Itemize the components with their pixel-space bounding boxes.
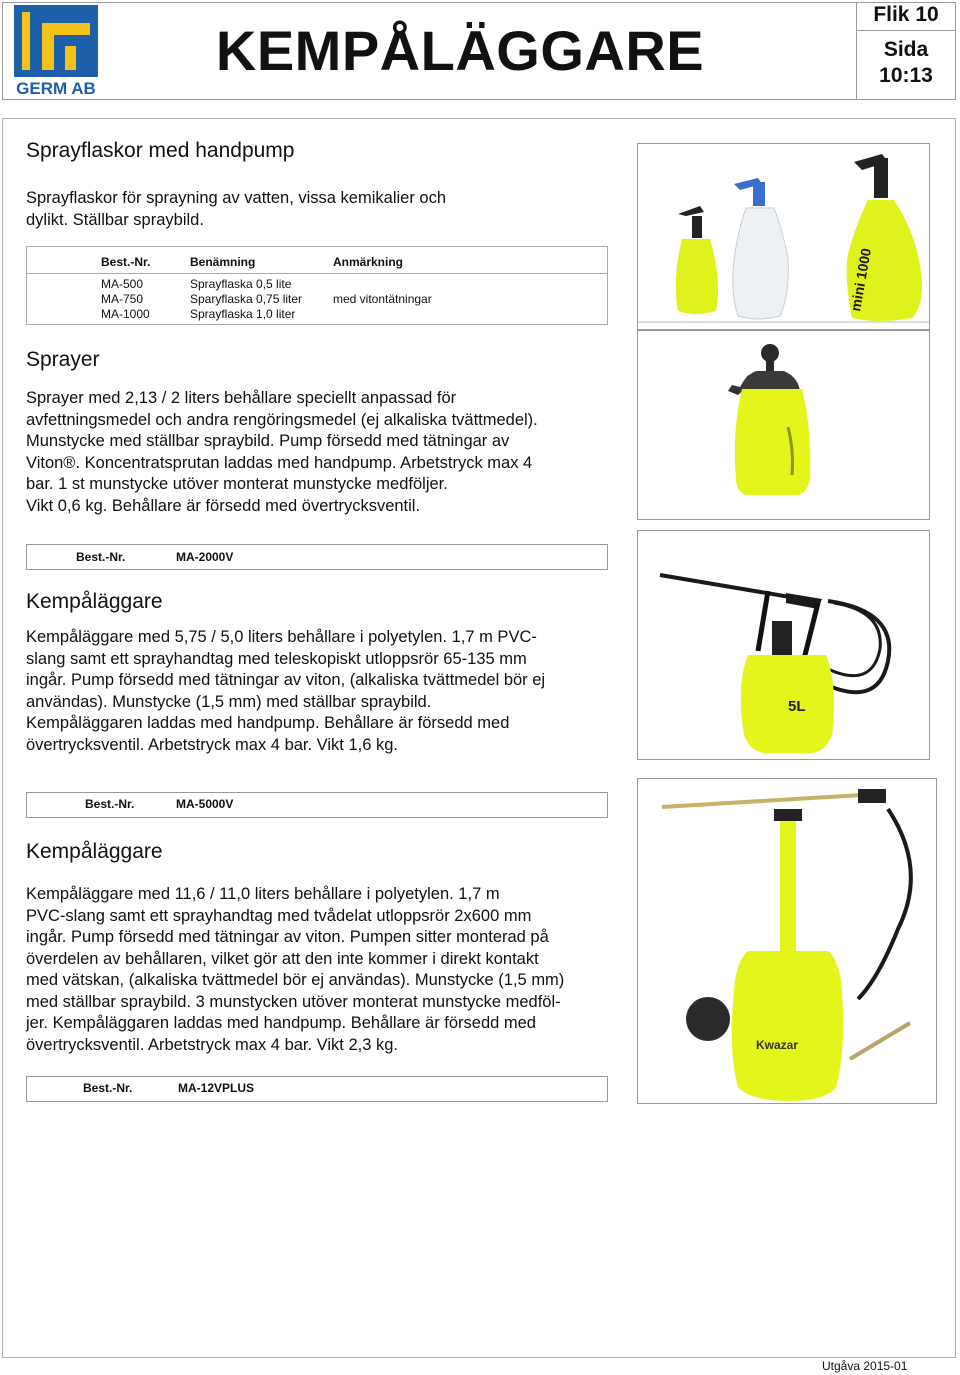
sida-block (856, 37, 956, 89)
section2-text (26, 388, 626, 517)
text-line: Vikt 0,6 kg. Behållare är försedd med övertrycksventil. (26, 496, 421, 515)
order-value: MA-12VPLUS (178, 1081, 255, 1095)
text-line: Sprayflaskor för sprayning av vatten, vissa kemikalier och (26, 189, 447, 207)
section-heading-sprayer: Sprayer (26, 348, 100, 371)
flik-label: Flik 10 (873, 3, 939, 26)
spray-bottles-image (637, 143, 930, 330)
table-header-anmarkning: Anmärkning (333, 255, 404, 269)
table-cell-bestnr: MA-500 (101, 277, 144, 291)
text-line: PVC-slang samt ett sprayhandtag med tvådelat utloppsrör 2x600 mm (26, 906, 532, 925)
section3-text (26, 627, 626, 756)
sida-label: Sida (883, 38, 929, 61)
text-line: Sprayer med 2,13 / 2 liters behållare speciellt anpassad för (26, 389, 457, 407)
product-table (26, 246, 608, 325)
text-line: avfettningsmedel och andra rengöringsmedel (ej alkaliska tvättmedel). (26, 410, 538, 429)
text-line: Viton®. Koncentratsprutan laddas med handpump. Arbetstryck max 4 (26, 453, 533, 472)
order-label: Best.-Nr. (83, 1081, 133, 1095)
text-line: ingår. Pump försedd med tätningar av viton. Pumpen sitter monterad på (26, 928, 549, 946)
section1-text (26, 188, 626, 231)
section4-text (26, 884, 626, 1056)
text-line: slang samt ett sprayhandtag med teleskopiskt utloppsrör 65-135 mm (26, 649, 527, 668)
text-line: med ställbar spraybild. 3 munstycken utöver monterat munstycke medföl- (26, 992, 561, 1011)
table-cell-bestnr: MA-1000 (101, 307, 150, 321)
header-divider-horizontal (856, 30, 956, 31)
table-cell-benamning: Sparyflaska 0,75 liter (190, 292, 303, 306)
table-header-benamning: Benämning (190, 255, 256, 269)
text-line: med vätskan, (alkaliska tvättmedel bör ej användas). Munstycke (1,5 mm) (26, 971, 565, 989)
table-cell (190, 277, 302, 322)
order-value: MA-2000V (176, 550, 234, 564)
germ-logo (12, 5, 100, 97)
sprayer-11l-image (637, 778, 937, 1104)
order-label: Best.-Nr. (85, 797, 135, 811)
text-line: övertrycksventil. Arbetstryck max 4 bar. Vikt 1,6 kg. (26, 735, 398, 754)
brand-label: Kwazar (756, 1038, 799, 1052)
text-line: överdelen av behållaren, vilket gör att den inte kommer i direkt kontakt (26, 949, 539, 968)
text-line: Kempåläggare med 11,6 / 11,0 liters behållare i polyetylen. 1,7 m (26, 885, 500, 903)
order-number-box (26, 1076, 608, 1102)
order-number-box (26, 792, 608, 818)
section-heading-sprayflaskor: Sprayflaskor med handpump (26, 139, 295, 162)
logo-text: GERM AB (16, 79, 96, 97)
table-cell-bestnr: MA-750 (101, 292, 144, 306)
sprayer-5l-image (637, 530, 930, 760)
table-divider (27, 273, 607, 274)
table-header-bestnr: Best.-Nr. (101, 255, 151, 269)
mini-label: mini 1000 (847, 246, 875, 313)
text-line: bar. 1 st munstycke utöver monterat munstycke medföljer. (26, 475, 448, 493)
section-heading-kempalaggare-5l: Kempåläggare (26, 590, 163, 613)
order-label: Best.-Nr. (76, 550, 126, 564)
section-heading-kempalaggare-11l: Kempåläggare (26, 840, 163, 863)
text-line: användas). Munstycke (1,5 mm) med ställbar spraybild. (26, 692, 432, 711)
text-line: övertrycksventil. Arbetstryck max 4 bar. Vikt 2,3 kg. (26, 1035, 398, 1054)
sida-value: 10:13 (879, 64, 933, 87)
five-l-label: 5L (788, 698, 806, 715)
text-line: dylikt. Ställbar spraybild. (26, 210, 204, 229)
table-cell-anmarkning: med vitontätningar (333, 292, 432, 306)
text-line: Munstycke med ställbar spraybild. Pump försedd med tätningar av (26, 432, 510, 450)
text-line: Kempåläggaren laddas med handpump. Behållare är försedd med (26, 714, 510, 732)
order-value: MA-5000V (176, 797, 234, 811)
page-title: KEMPÅLÄGGARE (215, 19, 705, 82)
table-cell-benamning: Sprayflaska 0,5 lite (190, 277, 292, 291)
text-line: jer. Kempåläggaren laddas med handpump. Behållare är försedd med (26, 1014, 536, 1032)
text-line: Kempåläggare med 5,75 / 5,0 liters behållare i polyetylen. 1,7 m PVC- (26, 628, 537, 646)
table-cell-benamning: Sprayflaska 1,0 liter (190, 307, 296, 321)
pump-sprayer-image (637, 330, 930, 520)
footer-edition: Utgåva 2015-01 (822, 1359, 908, 1373)
table-cell (101, 277, 150, 322)
text-line: ingår. Pump försedd med tätningar av viton, (alkaliska tvättmedel bör ej (26, 671, 546, 689)
order-number-box (26, 544, 608, 570)
